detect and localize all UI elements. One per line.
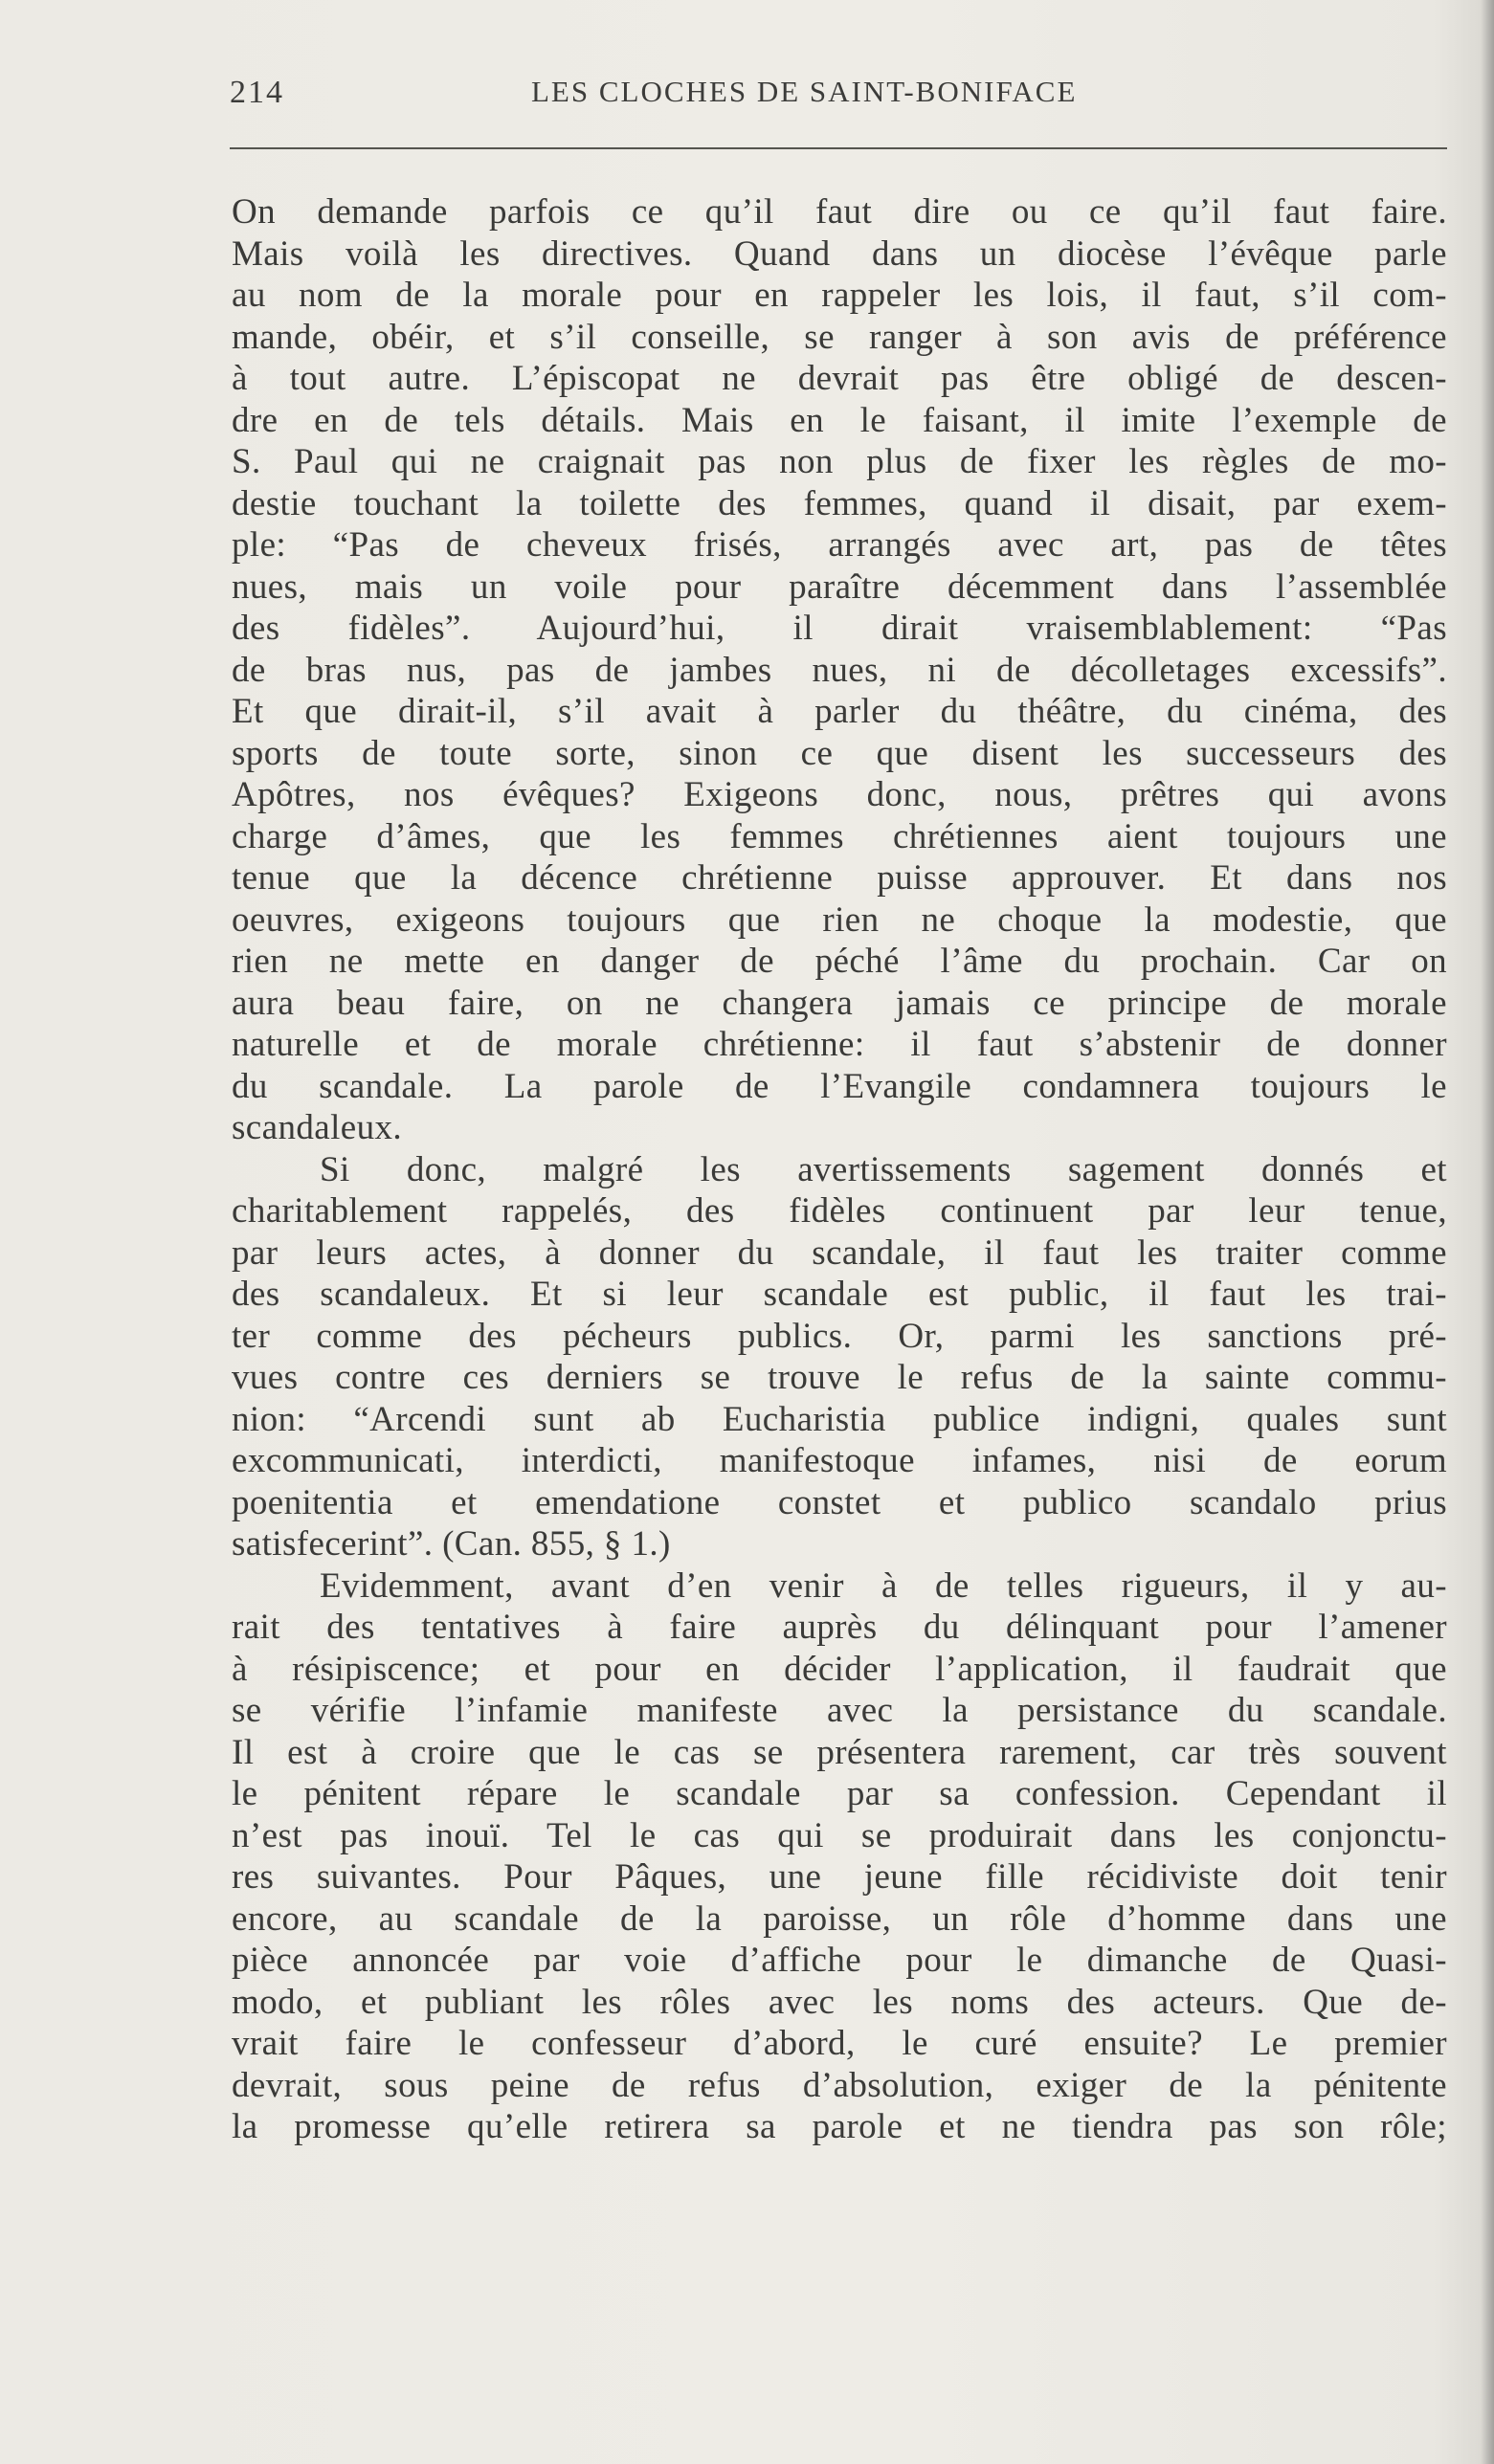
text-line: tenue que la décence chrétienne puisse approuver. Et dans nos bbox=[232, 858, 1447, 898]
text-line: pièce annoncée par voie d’affiche pour le dimanche de Quasi- bbox=[232, 1941, 1447, 1980]
text-line: poenitentia et emendatione constet et publico scandalo prius bbox=[232, 1482, 1447, 1522]
text-line: Et que dirait-il, s’il avait à parler du théâtre, du cinéma, des bbox=[232, 692, 1447, 731]
text-line: encore, au scandale de la paroisse, un rôle d’homme dans une bbox=[232, 1898, 1447, 1939]
text-line: modo, et publiant les rôles avec les noms des acteurs. Que de- bbox=[232, 1982, 1447, 2022]
text-line: Mais voilà les directives. Quand dans un diocèse l’évêque parle bbox=[232, 233, 1447, 274]
text-line: du scandale. La parole de l’Evangile condamnera toujours le bbox=[232, 1066, 1447, 1106]
text-line: Apôtres, nos évêques? Exigeons donc, nous, prêtres qui avons bbox=[232, 775, 1447, 814]
text-line: la promesse qu’elle retirera sa parole et ne tiendra pas son rôle; bbox=[232, 2107, 1447, 2146]
text-line: des scandaleux. Et si leur scandale est public, il faut les trai- bbox=[232, 1275, 1447, 1314]
text-line: mande, obéir, et s’il conseille, se ranger à son avis de préférence bbox=[232, 317, 1447, 357]
text-line: excommunicati, interdicti, manifestoque infames, nisi de eorum bbox=[232, 1441, 1447, 1480]
text-line: se vérifie l’infamie manifeste avec la persistance du scandale. bbox=[232, 1691, 1447, 1730]
text-line: oeuvres, exigeons toujours que rien ne choque la modestie, que bbox=[232, 899, 1447, 940]
body-text bbox=[232, 191, 1447, 2148]
text-line: rien ne mette en danger de péché l’âme du prochain. Car on bbox=[232, 942, 1447, 981]
text-line: nues, mais un voile pour paraître décemment dans l’assemblée bbox=[232, 566, 1447, 607]
text-line: res suivantes. Pour Pâques, une jeune fille récidiviste doit tenir bbox=[232, 1857, 1447, 1897]
text-line: n’est pas inouï. Tel le cas qui se produirait dans les conjonctu- bbox=[232, 1815, 1447, 1855]
text-line: rait des tentatives à faire auprès du délinquant pour l’amener bbox=[232, 1608, 1447, 1647]
text-line: satisfecerint”. (Can. 855, § 1.) bbox=[232, 1524, 671, 1564]
text-line: nion: “Arcendi sunt ab Eucharistia publice indigni, quales sunt bbox=[232, 1399, 1447, 1439]
page-number: 214 bbox=[230, 75, 284, 110]
text-line: naturelle et de morale chrétienne: il faut s’abstenir de donner bbox=[232, 1025, 1447, 1064]
page-edge-shadow bbox=[1481, 0, 1494, 2464]
text-line: Evidemment, avant d’en venir à de telles rigueurs, il y au- bbox=[320, 1565, 1447, 1606]
text-line: Si donc, malgré les avertissements sagement donnés et bbox=[320, 1149, 1447, 1189]
text-line: des fidèles”. Aujourd’hui, il dirait vraisemblablement: “Pas bbox=[232, 609, 1447, 648]
text-line: de bras nus, pas de jambes nues, ni de décolletages excessifs”. bbox=[232, 650, 1447, 690]
running-title: LES CLOCHES DE SAINT-BONIFACE bbox=[531, 75, 1078, 108]
text-line: S. Paul qui ne craignait pas non plus de fixer les règles de mo- bbox=[232, 442, 1447, 481]
text-line: charge d’âmes, que les femmes chrétiennes aient toujours une bbox=[232, 816, 1447, 856]
text-line: au nom de la morale pour en rappeler les lois, il faut, s’il com- bbox=[232, 276, 1447, 315]
text-line: à résipiscence; et pour en décider l’application, il faudrait que bbox=[232, 1649, 1447, 1689]
text-line: scandaleux. bbox=[232, 1108, 403, 1147]
page-header bbox=[230, 67, 1445, 115]
text-line: devrait, sous peine de refus d’absolution, exiger de la pénitente bbox=[232, 2065, 1447, 2105]
text-line: le pénitent répare le scandale par sa confession. Cependant il bbox=[232, 1774, 1447, 1813]
text-line: par leurs actes, à donner du scandale, il faut les traiter comme bbox=[232, 1232, 1447, 1273]
text-line: ple: “Pas de cheveux frisés, arrangés avec art, pas de têtes bbox=[232, 525, 1447, 565]
text-line: à tout autre. L’épiscopat ne devrait pas être obligé de descen- bbox=[232, 359, 1447, 398]
text-line: sports de toute sorte, sinon ce que disent les successeurs des bbox=[232, 733, 1447, 773]
text-line: vues contre ces derniers se trouve le refus de la sainte commu- bbox=[232, 1358, 1447, 1397]
text-line: destie touchant la toilette des femmes, quand il disait, par exem- bbox=[232, 483, 1447, 523]
text-line: ter comme des pécheurs publics. Or, parmi les sanctions pré- bbox=[232, 1316, 1447, 1356]
text-line: charitablement rappelés, des fidèles continuent par leur tenue, bbox=[232, 1191, 1447, 1231]
text-line: vrait faire le confesseur d’abord, le curé ensuite? Le premier bbox=[232, 2024, 1447, 2063]
header-rule bbox=[230, 147, 1447, 149]
text-line: On demande parfois ce qu’il faut dire ou ce qu’il faut faire. bbox=[232, 192, 1447, 232]
text-line: dre en de tels détails. Mais en le faisant, il imite l’exemple de bbox=[232, 400, 1447, 440]
text-line: aura beau faire, on ne changera jamais ce principe de morale bbox=[232, 983, 1447, 1023]
text-line: Il est à croire que le cas se présentera rarement, car très souvent bbox=[232, 1732, 1447, 1772]
